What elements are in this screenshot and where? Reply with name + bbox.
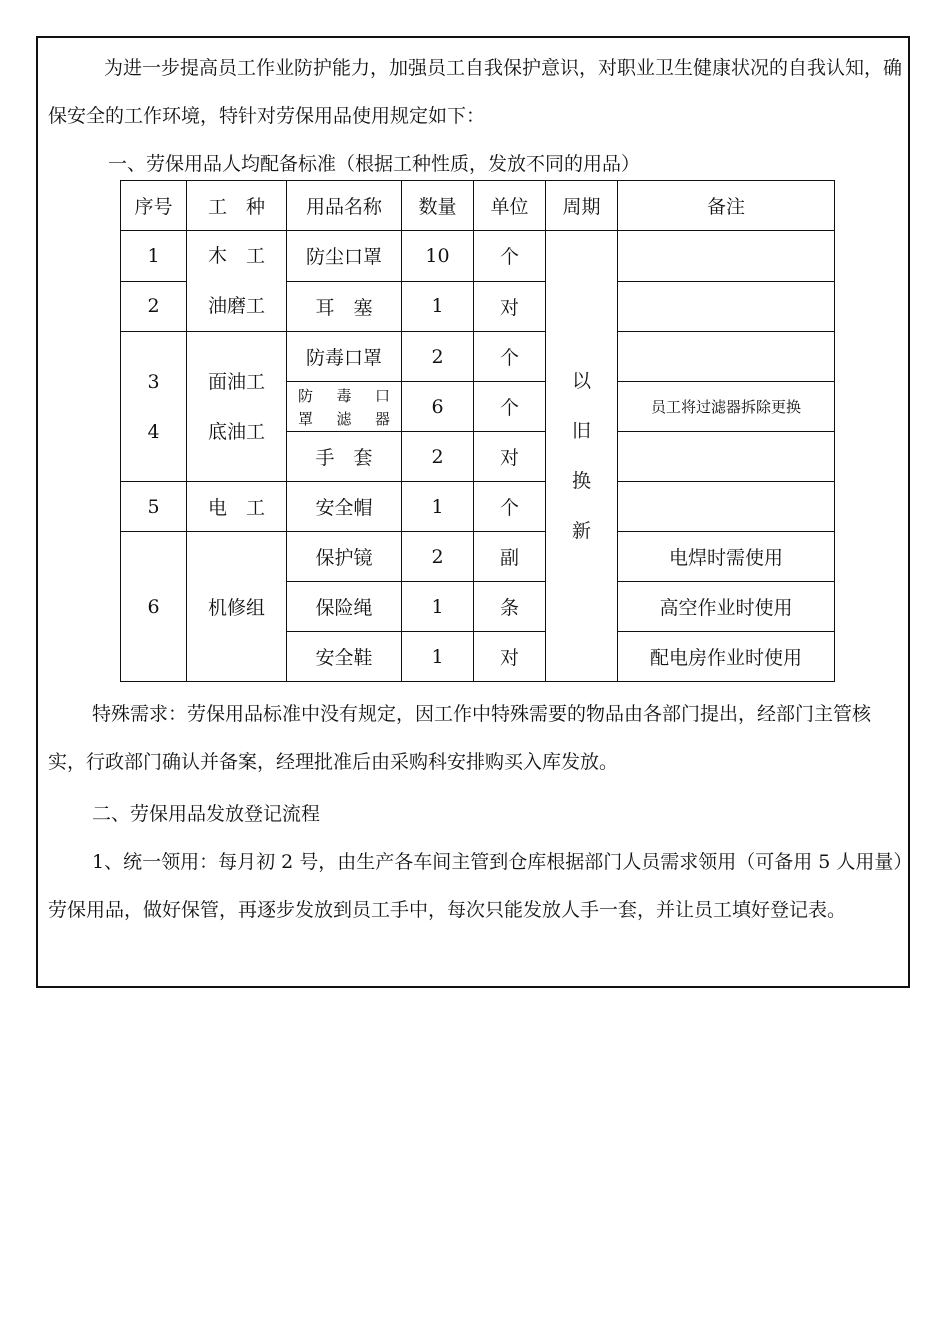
row-number: 4 xyxy=(147,420,160,443)
row-number: 5 xyxy=(121,482,187,532)
item-name-line: 防 毒 口 xyxy=(298,386,390,405)
note xyxy=(618,432,835,482)
unit: 对 xyxy=(474,632,546,682)
note xyxy=(618,482,835,532)
intro-paragraph: 为进一步提高员工作业防护能力，加强员工自我保护意识，对职业卫生健康状况的自我认知，确保安全的工作环境，特针对劳保用品使用规定如下： xyxy=(48,57,903,127)
quantity: 2 xyxy=(402,332,474,382)
unit: 个 xyxy=(474,231,546,282)
trade-cell xyxy=(187,231,287,332)
trade-name: 电 工 xyxy=(187,482,287,532)
cycle-cell xyxy=(546,231,618,682)
table-row xyxy=(121,482,835,532)
item-name: 安全帽 xyxy=(287,482,402,532)
item-name: 安全鞋 xyxy=(287,632,402,682)
unit: 个 xyxy=(474,382,546,432)
trade-name: 油磨工 xyxy=(207,295,265,317)
trade-name: 木 工 xyxy=(207,245,265,267)
item-name: 手 套 xyxy=(287,432,402,482)
quantity: 2 xyxy=(402,532,474,582)
header-cell: 数量 xyxy=(402,181,474,231)
unit: 条 xyxy=(474,582,546,632)
note xyxy=(618,332,835,382)
quantity: 1 xyxy=(402,582,474,632)
item-name: 防毒口罩 xyxy=(287,332,402,382)
header-cell: 序号 xyxy=(121,181,187,231)
cycle-char: 以 xyxy=(571,370,591,392)
quantity: 1 xyxy=(402,482,474,532)
item-name-line: 罩 滤 器 xyxy=(298,409,390,428)
unit: 个 xyxy=(474,332,546,382)
row-number: 6 xyxy=(121,532,187,682)
quantity: 2 xyxy=(402,432,474,482)
header-cell: 工 种 xyxy=(187,181,287,231)
table-header-row xyxy=(121,181,835,231)
cycle-char: 换 xyxy=(571,470,591,492)
item-name xyxy=(287,382,402,432)
note xyxy=(618,281,835,332)
row-number: 1 xyxy=(121,231,187,282)
cycle-char: 旧 xyxy=(571,420,591,442)
header-cell: 用品名称 xyxy=(287,181,402,231)
quantity: 10 xyxy=(402,231,474,282)
header-cell: 单位 xyxy=(474,181,546,231)
table-row xyxy=(121,332,835,382)
trade-name: 机修组 xyxy=(187,532,287,682)
quantity: 6 xyxy=(402,382,474,432)
quantity: 1 xyxy=(402,281,474,332)
ppe-standard-table xyxy=(120,180,835,682)
unit: 对 xyxy=(474,281,546,332)
item-name: 保护镜 xyxy=(287,532,402,582)
item-name: 保险绳 xyxy=(287,582,402,632)
row-number-group xyxy=(121,332,187,482)
table-row xyxy=(121,231,835,282)
note: 员工将过滤器拆除更换 xyxy=(618,382,835,432)
special-needs-paragraph: 特殊需求：劳保用品标准中没有规定，因工作中特殊需要的物品由各部门提出，经部门主管核实，行政部门确认并备案，经理批准后由采购科安排购买入库发放。 xyxy=(48,703,872,773)
quantity: 1 xyxy=(402,632,474,682)
row-number: 3 xyxy=(147,370,160,393)
section2-title: 二、劳保用品发放登记流程 xyxy=(92,803,321,825)
note: 配电房作业时使用 xyxy=(618,632,835,682)
note: 电焊时需使用 xyxy=(618,532,835,582)
trade-cell xyxy=(187,332,287,482)
step1-paragraph: 1、统一领用：每月初 2 号，由生产各车间主管到仓库根据部门人员需求领用（可备用 5 人用量）劳保用品，做好保管，再逐步发放到员工手中，每次只能发放人手一套，并让员工填好登记表。 xyxy=(48,851,903,921)
section1-title: 一、劳保用品人均配备标准（根据工种性质，发放不同的用品） xyxy=(108,153,641,175)
unit: 个 xyxy=(474,482,546,532)
item-name: 耳 塞 xyxy=(287,281,402,332)
note xyxy=(618,231,835,282)
unit: 副 xyxy=(474,532,546,582)
header-cell: 备注 xyxy=(618,181,835,231)
document-frame xyxy=(36,36,910,988)
item-name: 防尘口罩 xyxy=(287,231,402,282)
cycle-char: 新 xyxy=(571,520,591,542)
table-row xyxy=(121,532,835,582)
row-number: 2 xyxy=(121,281,187,332)
header-cell: 周期 xyxy=(546,181,618,231)
note: 高空作业时使用 xyxy=(618,582,835,632)
unit: 对 xyxy=(474,432,546,482)
trade-name: 面油工 xyxy=(207,370,265,393)
trade-name: 底油工 xyxy=(207,420,265,443)
